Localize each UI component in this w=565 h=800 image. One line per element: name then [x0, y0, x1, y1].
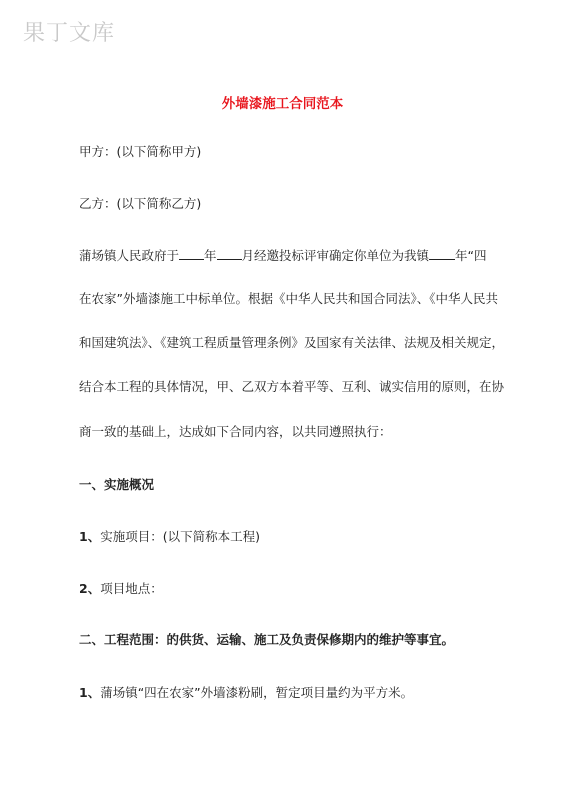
intro-line-3: 和国建筑法》、《建筑工程质量管理条例》及国家有关法律、法规及相关规定，: [79, 335, 505, 350]
section-1-item-1: [79, 529, 260, 545]
month-blank: [217, 247, 242, 260]
year-blank: [179, 247, 204, 260]
intro-line-4: 结合本工程的具体情况，甲、乙双方本着平等、互利、诚实信用的原则，在协: [79, 379, 505, 394]
intro-text-1c: 月经邀投标评审确定你单位为我镇: [241, 248, 430, 263]
intro-text-1d: 年“四: [455, 248, 487, 263]
section-2-heading: 二、工程范围：的供货、运输、施工及负责保修期内的维护等事宜。: [79, 632, 455, 647]
item-text: 实施项目：(以下简称本工程): [100, 529, 260, 544]
intro-line-5: 商一致的基础上，达成如下合同内容，以共同遵照执行：: [79, 424, 392, 439]
section-1-heading: 一、实施概况: [79, 477, 155, 492]
item-text: 蒲场镇“四在农家”外墙漆粉刷，暂定项目量约为平方米。: [100, 685, 414, 700]
document-title: 外墙漆施工合同范本: [221, 96, 344, 112]
party-b-line: 乙方：(以下简称乙方): [79, 196, 202, 211]
watermark-logo: 果丁文库: [23, 21, 116, 46]
section-1-item-2: [79, 581, 163, 597]
intro-text-1a: 蒲场镇人民政府于: [79, 248, 180, 263]
intro-line-1: [79, 247, 487, 264]
item-number: 2、: [79, 581, 101, 596]
intro-line-2: 在农家”外墙漆施工中标单位。根据《中华人民共和国合同法》、《中华人民共: [79, 291, 498, 306]
intro-text-1b: 年: [204, 248, 217, 263]
item-text: 项目地点：: [100, 581, 163, 596]
section-2-item-1: [79, 685, 413, 701]
party-a-line: 甲方：(以下简称甲方): [79, 144, 202, 159]
item-number: 1、: [79, 529, 101, 544]
year2-blank: [429, 247, 455, 260]
item-number: 1、: [79, 685, 101, 700]
